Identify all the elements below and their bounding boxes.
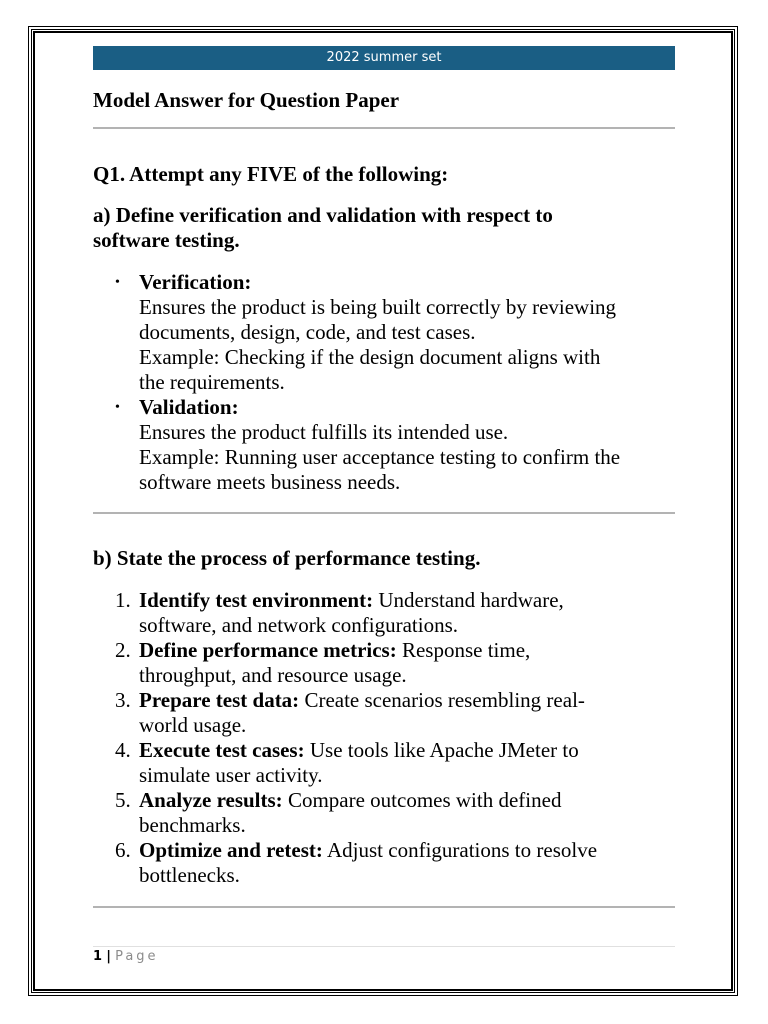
divider: [93, 906, 675, 908]
bullet-icon: •: [115, 275, 120, 290]
question-heading: Q1. Attempt any FIVE of the following:: [93, 162, 449, 186]
part-a-heading-line: software testing.: [93, 228, 240, 252]
definition-text: Ensures the product is being built correctly by reviewing: [139, 295, 617, 319]
step-title: Prepare test data:: [139, 688, 300, 712]
step-item: [115, 788, 675, 838]
step-text: benchmarks.: [139, 813, 246, 837]
step-number: 4.: [115, 738, 131, 762]
example-text: software meets business needs.: [139, 470, 401, 494]
list-item-verification: [115, 270, 675, 395]
step-number: 6.: [115, 838, 131, 862]
term-label: Verification:: [139, 270, 252, 294]
step-number: 3.: [115, 688, 131, 712]
header-banner: 2022 summer set: [93, 46, 675, 70]
definition-list: [93, 270, 675, 495]
part-a-heading-line: a) Define verification and validation with respect to: [93, 203, 553, 227]
step-text: bottlenecks.: [139, 863, 240, 887]
part-b-heading: b) State the process of performance testing.: [93, 546, 481, 570]
part-a-heading: [93, 203, 675, 253]
step-text: Use tools like Apache JMeter to: [304, 738, 579, 762]
page-content: [93, 46, 675, 908]
step-item: [115, 838, 675, 888]
page-footer: [93, 946, 675, 965]
step-text: software, and network configurations.: [139, 613, 458, 637]
definition-text: Ensures the product fulfills its intended use.: [139, 420, 509, 444]
step-item: [115, 738, 675, 788]
bullet-icon: •: [115, 400, 120, 415]
step-item: [115, 688, 675, 738]
step-number: 1.: [115, 588, 131, 612]
example-text: Example: Running user acceptance testing to confirm the: [139, 445, 621, 469]
term-label: Validation:: [139, 395, 239, 419]
list-item-validation: [115, 395, 675, 495]
step-text: Response time,: [396, 638, 531, 662]
step-item: [115, 588, 675, 638]
example-text: Example: Checking if the design document aligns with: [139, 345, 601, 369]
step-title: Analyze results:: [139, 788, 283, 812]
step-item: [115, 638, 675, 688]
step-title: Optimize and retest:: [139, 838, 323, 862]
step-text: simulate user activity.: [139, 763, 323, 787]
page-label: Page: [115, 949, 159, 964]
document-title: Model Answer for Question Paper: [93, 88, 400, 112]
step-number: 2.: [115, 638, 131, 662]
step-text: Adjust configurations to resolve: [322, 838, 598, 862]
page-number: 1: [93, 949, 103, 964]
step-text: Understand hardware,: [373, 588, 564, 612]
step-title: Identify test environment:: [139, 588, 374, 612]
divider: [93, 127, 675, 129]
step-text: throughput, and resource usage.: [139, 663, 407, 687]
process-steps-list: [93, 588, 675, 888]
step-title: Execute test cases:: [139, 738, 305, 762]
divider: [93, 512, 675, 514]
step-number: 5.: [115, 788, 131, 812]
step-text: world usage.: [139, 713, 247, 737]
step-text: Compare outcomes with defined: [282, 788, 562, 812]
step-text: Create scenarios resembling real-: [299, 688, 585, 712]
example-text: the requirements.: [139, 370, 285, 394]
step-title: Define performance metrics:: [139, 638, 397, 662]
footer-separator: |: [106, 949, 111, 964]
definition-text: documents, design, code, and test cases.: [139, 320, 476, 344]
